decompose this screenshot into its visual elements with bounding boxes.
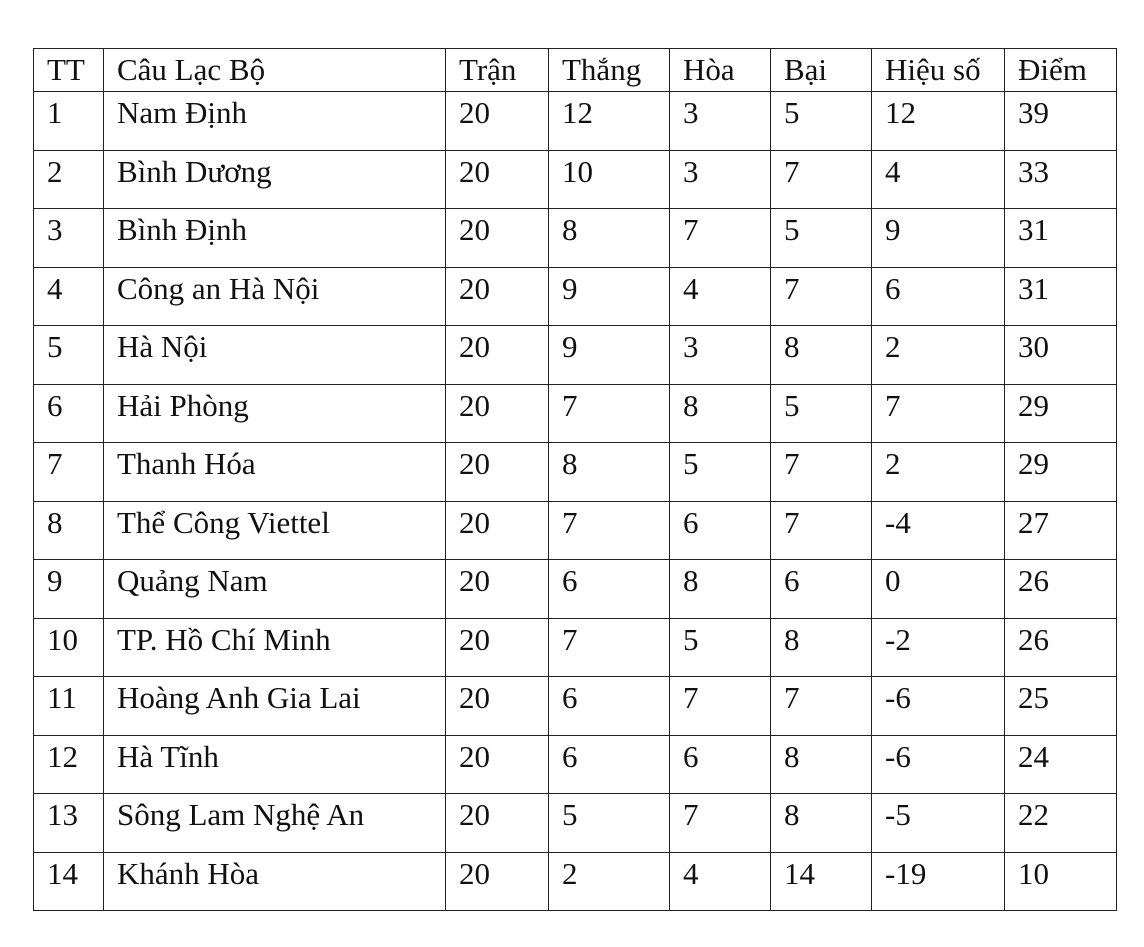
points-cell: 22 (1005, 794, 1117, 853)
lost-cell: 8 (771, 618, 872, 677)
won-cell: 9 (549, 326, 670, 385)
points-cell: 24 (1005, 735, 1117, 794)
club-cell: Bình Dương (104, 150, 446, 209)
club-cell: TP. Hồ Chí Minh (104, 618, 446, 677)
club-cell: Khánh Hòa (104, 852, 446, 911)
drawn-cell: 6 (670, 735, 771, 794)
goal-difference-cell: -6 (872, 677, 1005, 736)
points-cell: 27 (1005, 501, 1117, 560)
won-cell: 2 (549, 852, 670, 911)
header-points: Điểm (1005, 49, 1117, 92)
played-cell: 20 (446, 794, 549, 853)
header-drawn: Hòa (670, 49, 771, 92)
drawn-cell: 7 (670, 209, 771, 268)
won-cell: 6 (549, 677, 670, 736)
played-cell: 20 (446, 209, 549, 268)
table-row (34, 326, 1117, 385)
drawn-cell: 4 (670, 852, 771, 911)
goal-difference-cell: -2 (872, 618, 1005, 677)
rank-cell: 7 (34, 443, 104, 502)
table-row (34, 501, 1117, 560)
club-cell: Sông Lam Nghệ An (104, 794, 446, 853)
club-cell: Quảng Nam (104, 560, 446, 619)
drawn-cell: 3 (670, 92, 771, 151)
points-cell: 39 (1005, 92, 1117, 151)
points-cell: 26 (1005, 560, 1117, 619)
played-cell: 20 (446, 560, 549, 619)
lost-cell: 8 (771, 735, 872, 794)
played-cell: 20 (446, 267, 549, 326)
lost-cell: 7 (771, 267, 872, 326)
points-cell: 31 (1005, 209, 1117, 268)
goal-difference-cell: 12 (872, 92, 1005, 151)
club-cell: Hải Phòng (104, 384, 446, 443)
rank-cell: 11 (34, 677, 104, 736)
rank-cell: 2 (34, 150, 104, 209)
points-cell: 29 (1005, 384, 1117, 443)
club-cell: Công an Hà Nội (104, 267, 446, 326)
rank-cell: 14 (34, 852, 104, 911)
won-cell: 5 (549, 794, 670, 853)
table-row (34, 443, 1117, 502)
goal-difference-cell: 6 (872, 267, 1005, 326)
drawn-cell: 7 (670, 677, 771, 736)
club-cell: Thể Công Viettel (104, 501, 446, 560)
drawn-cell: 7 (670, 794, 771, 853)
played-cell: 20 (446, 443, 549, 502)
rank-cell: 12 (34, 735, 104, 794)
played-cell: 20 (446, 384, 549, 443)
goal-difference-cell: 4 (872, 150, 1005, 209)
lost-cell: 6 (771, 560, 872, 619)
club-cell: Bình Định (104, 209, 446, 268)
goal-difference-cell: 2 (872, 326, 1005, 385)
header-club: Câu Lạc Bộ (104, 49, 446, 92)
rank-cell: 10 (34, 618, 104, 677)
won-cell: 12 (549, 92, 670, 151)
drawn-cell: 3 (670, 326, 771, 385)
club-cell: Hà Nội (104, 326, 446, 385)
won-cell: 6 (549, 735, 670, 794)
lost-cell: 5 (771, 384, 872, 443)
rank-cell: 6 (34, 384, 104, 443)
drawn-cell: 3 (670, 150, 771, 209)
played-cell: 20 (446, 92, 549, 151)
rank-cell: 9 (34, 560, 104, 619)
points-cell: 10 (1005, 852, 1117, 911)
lost-cell: 8 (771, 794, 872, 853)
won-cell: 6 (549, 560, 670, 619)
table-row (34, 852, 1117, 911)
club-cell: Hoàng Anh Gia Lai (104, 677, 446, 736)
table-row (34, 618, 1117, 677)
won-cell: 7 (549, 384, 670, 443)
header-lost: Bại (771, 49, 872, 92)
played-cell: 20 (446, 677, 549, 736)
played-cell: 20 (446, 618, 549, 677)
goal-difference-cell: -19 (872, 852, 1005, 911)
table-row (34, 92, 1117, 151)
lost-cell: 7 (771, 677, 872, 736)
points-cell: 30 (1005, 326, 1117, 385)
header-rank: TT (34, 49, 104, 92)
table-row (34, 735, 1117, 794)
lost-cell: 8 (771, 326, 872, 385)
header-won: Thắng (549, 49, 670, 92)
won-cell: 10 (549, 150, 670, 209)
goal-difference-cell: 2 (872, 443, 1005, 502)
goal-difference-cell: 0 (872, 560, 1005, 619)
lost-cell: 7 (771, 501, 872, 560)
header-goal-difference: Hiệu số (872, 49, 1005, 92)
drawn-cell: 4 (670, 267, 771, 326)
table-row (34, 267, 1117, 326)
lost-cell: 5 (771, 209, 872, 268)
lost-cell: 14 (771, 852, 872, 911)
standings-table (33, 48, 1117, 911)
goal-difference-cell: -5 (872, 794, 1005, 853)
club-cell: Thanh Hóa (104, 443, 446, 502)
goal-difference-cell: 7 (872, 384, 1005, 443)
drawn-cell: 6 (670, 501, 771, 560)
played-cell: 20 (446, 326, 549, 385)
lost-cell: 7 (771, 443, 872, 502)
table-row (34, 209, 1117, 268)
club-cell: Hà Tĩnh (104, 735, 446, 794)
won-cell: 8 (549, 209, 670, 268)
lost-cell: 7 (771, 150, 872, 209)
rank-cell: 4 (34, 267, 104, 326)
points-cell: 33 (1005, 150, 1117, 209)
table-row (34, 560, 1117, 619)
played-cell: 20 (446, 501, 549, 560)
table-row (34, 677, 1117, 736)
rank-cell: 13 (34, 794, 104, 853)
won-cell: 7 (549, 618, 670, 677)
played-cell: 20 (446, 735, 549, 794)
rank-cell: 3 (34, 209, 104, 268)
header-played: Trận (446, 49, 549, 92)
played-cell: 20 (446, 852, 549, 911)
points-cell: 25 (1005, 677, 1117, 736)
goal-difference-cell: -4 (872, 501, 1005, 560)
played-cell: 20 (446, 150, 549, 209)
lost-cell: 5 (771, 92, 872, 151)
club-cell: Nam Định (104, 92, 446, 151)
won-cell: 9 (549, 267, 670, 326)
header-row (34, 49, 1117, 92)
drawn-cell: 8 (670, 560, 771, 619)
goal-difference-cell: -6 (872, 735, 1005, 794)
won-cell: 7 (549, 501, 670, 560)
drawn-cell: 5 (670, 443, 771, 502)
table-row (34, 794, 1117, 853)
table-row (34, 150, 1117, 209)
table-row (34, 384, 1117, 443)
drawn-cell: 8 (670, 384, 771, 443)
rank-cell: 8 (34, 501, 104, 560)
points-cell: 29 (1005, 443, 1117, 502)
rank-cell: 5 (34, 326, 104, 385)
points-cell: 26 (1005, 618, 1117, 677)
goal-difference-cell: 9 (872, 209, 1005, 268)
drawn-cell: 5 (670, 618, 771, 677)
rank-cell: 1 (34, 92, 104, 151)
points-cell: 31 (1005, 267, 1117, 326)
won-cell: 8 (549, 443, 670, 502)
